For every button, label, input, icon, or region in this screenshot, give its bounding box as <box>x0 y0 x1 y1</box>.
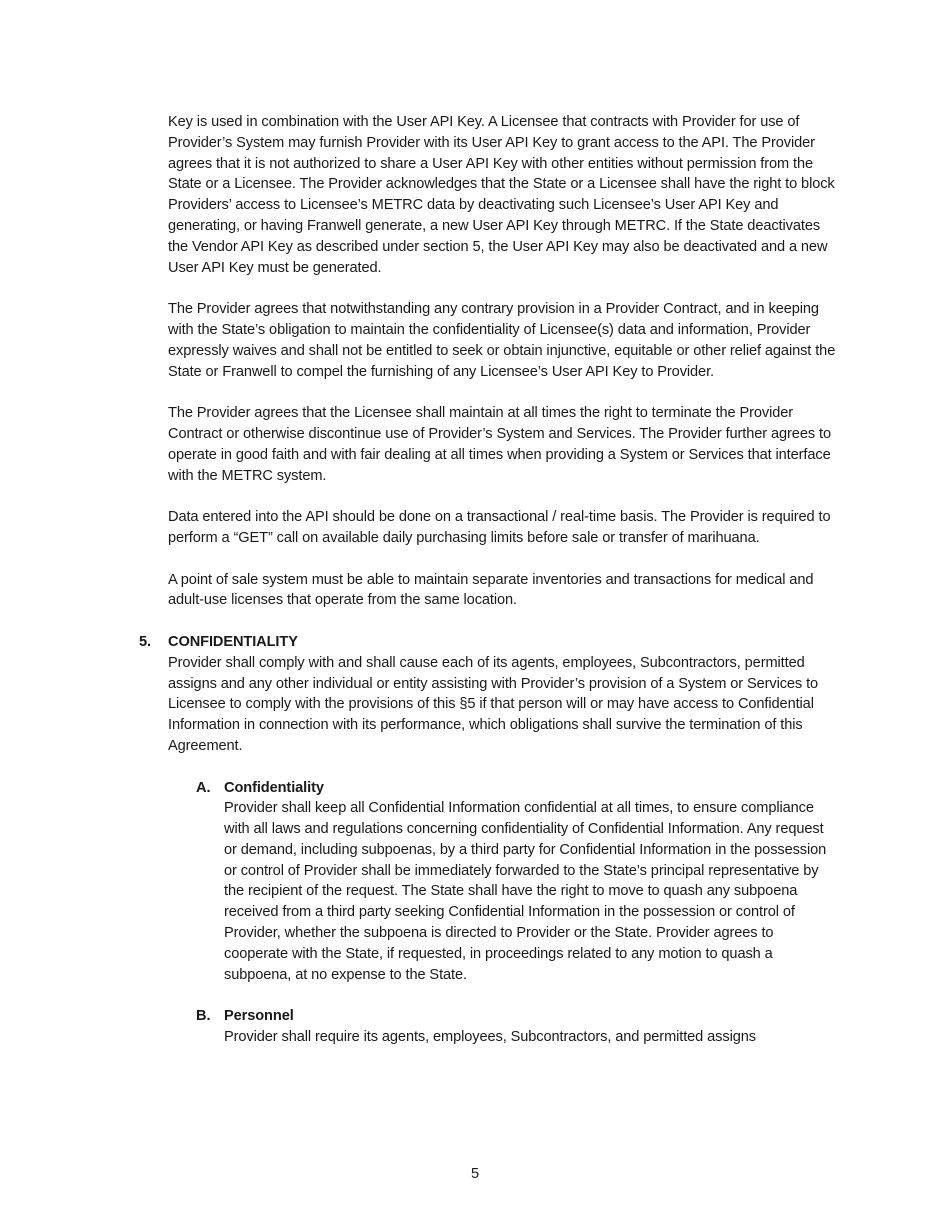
page-number: 5 <box>470 1166 480 1182</box>
subsection-body: Provider shall require its agents, employees, Subcontractors, and permitted assigns <box>224 1029 756 1046</box>
document-body <box>139 112 840 1069</box>
subsection-body: Provider shall keep all Confidential Information confidential at all times, to ensure compliance with all laws and regulations concerning confidentiality of Confidential Information. Any request or demand, including subpoenas, by a third party for Confidential Information in the possession or control of Provider shall be immediately forwarded to the State’s principal representative by the recipient of the request. The State shall have the right to move to quash any subpoena received from a third party seeking Confidential Information in the possession or control of Provider, whether the subpoena is directed to Provider or the State. Provider agrees to cooperate with the State, if requested, in proceedings related to any motion to quash a subpoena, at no expense to the State. <box>224 800 827 983</box>
subsection-number: B. <box>196 1008 211 1025</box>
subsection-number: A. <box>196 779 211 796</box>
subsection-personnel <box>196 1006 840 1048</box>
subsection-heading: Confidentiality <box>224 779 324 796</box>
section-heading: CONFIDENTIALITY <box>168 633 298 650</box>
subsection-heading: Personnel <box>224 1008 294 1025</box>
section-number: 5. <box>139 633 151 650</box>
section-confidentiality <box>139 632 840 1048</box>
paragraph-licensee-termination-right: The Provider agrees that the Licensee shall maintain at all times the right to terminate the Provider Contract or otherwise discontinue use of Provider’s System and Services. The Provider further agrees to operate in good faith and with fair dealing at all times when providing a System or Services that interface with the METRC system. <box>168 405 831 484</box>
section-body: Provider shall comply with and shall cause each of its agents, employees, Subcontractors, permitted assigns and any other individual or entity assisting with Provider’s provision of a System or Services to Licensee to comply with the provisions of this §5 if that person will or may have access to Confidential Information in connection with its performance, which obligations shall survive the termination of this Agreement. <box>168 654 819 754</box>
paragraph-separate-inventories: A point of sale system must be able to maintain separate inventories and transactions for medical and adult-use licenses that operate from the same location. <box>168 571 814 609</box>
paragraph-transactional-data-entry: Data entered into the API should be done on a transactional / real-time basis. The Provider is required to perform a “GET” call on available daily purchasing limits before sale or transfer of marihuana. <box>168 509 831 546</box>
paragraph-injunctive-relief-waiver: The Provider agrees that notwithstanding any contrary provision in a Provider Contract, and in keeping with the State’s obligation to maintain the confidentiality of Licensee(s) data and information, Provider expressly waives and shall not be entitled to seek or obtain injunctive, equitable or other relief against the State or Franwell to compel the furnishing of any Licensee’s User API Key to Provider. <box>168 301 836 380</box>
paragraph-user-api-key: Key is used in combination with the User API Key. A Licensee that contracts with Provider for use of Provider’s System may furnish Provider with its User API Key to grant access to the API. The Provider agrees that it is not authorized to share a User API Key with other entities without permission from the State or a Licensee. The Provider acknowledges that the State or a Licensee shall have the right to block Providers’ access to Licensee’s METRC data by deactivating such Licensee’s User API Key and generating, or having Franwell generate, a new User API Key through METRC. If the State deactivates the Vendor API Key as described under section 5, the User API Key may also be deactivated and a new User API Key must be generated. <box>168 114 835 276</box>
subsection-confidentiality <box>196 778 840 986</box>
